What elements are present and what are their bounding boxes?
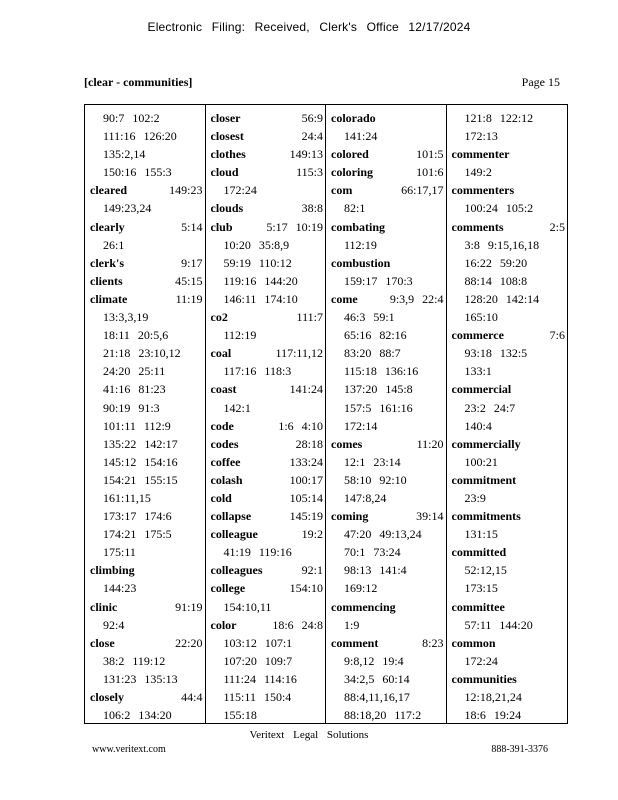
index-continuation: 13:3,3,19 xyxy=(103,310,149,325)
index-continuation: 47:20 49:13,24 xyxy=(344,527,422,542)
index-page-refs: 11:19 xyxy=(175,291,203,306)
index-entry xyxy=(211,561,324,579)
index-page-refs: 101:5 xyxy=(416,147,444,162)
index-term: comment xyxy=(331,635,379,650)
index-term: code xyxy=(210,418,234,433)
index-continuation: 93:18 132:5 xyxy=(464,346,528,361)
index-continuation: 137:20 145:8 xyxy=(344,382,413,397)
index-column-3 xyxy=(326,105,447,723)
index-continuation: 9:8,12 19:4 xyxy=(344,653,404,668)
index-continuation: 98:13 141:4 xyxy=(344,563,407,578)
index-entry xyxy=(90,254,203,272)
index-continuation: 112:19 xyxy=(344,237,377,252)
index-continuation: 141:24 xyxy=(344,129,378,144)
index-continuation: 115:18 136:16 xyxy=(344,364,419,379)
index-page-refs: 5:17 10:19 xyxy=(266,219,323,234)
index-page-refs: 101:6 xyxy=(416,165,444,180)
index-page-refs: 133:24 xyxy=(289,454,323,469)
index-page-refs: 11:20 xyxy=(416,436,444,451)
index-term: closest xyxy=(210,129,244,144)
index-term: coal xyxy=(210,346,232,361)
index-page-refs: 45:15 xyxy=(175,273,203,288)
index-continuation: 147:8,24 xyxy=(344,490,387,505)
index-entry xyxy=(211,127,324,145)
index-continuation: 154:10,11 xyxy=(223,599,272,614)
index-continuation: 107:20 109:7 xyxy=(223,653,293,668)
index-term: coffee xyxy=(210,454,241,469)
index-entry xyxy=(211,308,324,326)
index-continuation: 128:20 142:14 xyxy=(464,291,540,306)
index-continuation: 18:11 20:5,6 xyxy=(103,328,169,343)
index-continuation: 90:19 91:3 xyxy=(103,400,160,415)
index-entry xyxy=(331,218,444,236)
index-term: combustion xyxy=(331,255,391,270)
index-continuation: 135:22 142:17 xyxy=(103,436,178,451)
index-term: cleared xyxy=(90,183,128,198)
index-entry xyxy=(90,218,203,236)
index-term: colored xyxy=(331,147,369,162)
index-term: combating xyxy=(331,219,385,234)
index-continuation: 23:9 xyxy=(464,490,486,505)
index-continuation: 41:16 81:23 xyxy=(103,382,166,397)
index-entry xyxy=(331,634,444,652)
index-entry xyxy=(211,344,324,362)
index-continuation: 169:12 xyxy=(344,581,378,596)
index-entry xyxy=(331,109,444,127)
index-page-refs: 2:5 xyxy=(549,219,565,234)
index-continuation: 92:4 xyxy=(103,617,125,632)
index-entry xyxy=(331,163,444,181)
index-entry xyxy=(90,598,203,616)
index-continuation: 88:18,20 117:2 xyxy=(344,708,422,723)
index-entry xyxy=(452,435,566,453)
index-continuation: 161:11,15 xyxy=(103,490,151,505)
index-continuation: 12:18,21,24 xyxy=(464,690,522,704)
index-continuation: 149:23,24 xyxy=(103,201,152,216)
index-continuation: 172:13 xyxy=(464,129,498,144)
index-continuation: 18:6 19:24 xyxy=(464,708,522,723)
index-column-4 xyxy=(447,105,568,723)
index-entry xyxy=(331,598,444,616)
page-number: Page 15 xyxy=(521,75,560,89)
index-term: closely xyxy=(90,690,124,704)
index-continuation: 106:2 134:20 xyxy=(103,708,172,723)
index-term: coast xyxy=(210,382,237,397)
index-term: colash xyxy=(210,472,243,487)
index-term: commenters xyxy=(451,183,515,198)
index-continuation: 24:20 25:11 xyxy=(103,364,166,379)
index-term: comes xyxy=(331,436,363,451)
index-term: coming xyxy=(331,509,369,524)
index-continuation: 10:20 35:8,9 xyxy=(223,237,290,252)
index-term: close xyxy=(90,635,115,650)
index-page-refs: 66:17,17 xyxy=(401,183,444,198)
index-page-refs: 1:6 4:10 xyxy=(278,418,323,433)
index-page-refs: 117:11,12 xyxy=(275,346,323,361)
index-page-refs: 5:14 xyxy=(181,219,203,234)
index-term: come xyxy=(331,291,358,306)
index-page-refs: 24:4 xyxy=(301,129,323,144)
index-page-refs: 56:9 xyxy=(301,111,323,125)
index-continuation: 1:9 xyxy=(344,617,360,632)
index-term: committed xyxy=(451,545,507,560)
index-continuation: 173:17 174:6 xyxy=(103,509,172,524)
index-page-refs: 39:14 xyxy=(416,509,444,524)
index-page-refs: 105:14 xyxy=(289,490,323,505)
index-continuation: 133:1 xyxy=(464,364,492,379)
index-continuation: 90:7 102:2 xyxy=(103,111,160,125)
index-term: clouds xyxy=(210,201,244,216)
index-term: climbing xyxy=(90,563,135,578)
index-continuation: 174:21 175:5 xyxy=(103,527,172,542)
index-continuation: 140:4 xyxy=(464,418,492,433)
index-page-refs: 100:17 xyxy=(289,472,323,487)
index-term: clothes xyxy=(210,147,246,162)
footer-phone: 888-391-3376 xyxy=(491,744,548,755)
index-page-refs: 8:23 xyxy=(422,635,444,650)
index-term: com xyxy=(331,183,353,198)
index-continuation: 119:16 144:20 xyxy=(223,273,298,288)
index-term: commencing xyxy=(331,599,396,614)
index-term: college xyxy=(210,581,246,596)
index-continuation: 173:15 xyxy=(464,581,498,596)
index-term: commerce xyxy=(451,328,504,343)
index-term: colleague xyxy=(210,527,258,542)
footer-company: Veritext Legal Solutions xyxy=(249,729,369,741)
index-continuation: 100:21 xyxy=(464,454,498,469)
index-page-refs: 149:23 xyxy=(169,183,203,198)
index-continuation: 58:10 92:10 xyxy=(344,472,407,487)
index-term: clearly xyxy=(90,219,125,234)
index-term: cold xyxy=(210,490,232,505)
index-continuation: 23:2 24:7 xyxy=(464,400,516,415)
index-continuation: 34:2,5 60:14 xyxy=(344,671,410,686)
index-continuation: 172:24 xyxy=(464,653,498,668)
index-continuation: 112:19 xyxy=(223,328,257,343)
index-column-2 xyxy=(206,105,327,723)
index-page-refs: 111:7 xyxy=(296,310,323,325)
index-continuation: 59:19 110:12 xyxy=(223,255,292,270)
index-page-refs: 149:13 xyxy=(289,147,323,162)
index-entry xyxy=(331,254,444,272)
index-entry xyxy=(452,145,566,163)
index-entry xyxy=(90,181,203,199)
index-page-refs: 91:19 xyxy=(175,599,203,614)
index-page-refs: 28:18 xyxy=(295,436,323,451)
index-term: coloring xyxy=(331,165,373,180)
index-entry xyxy=(211,471,324,489)
index-range: [clear - communities] xyxy=(84,75,193,89)
index-term: clients xyxy=(90,273,123,288)
index-continuation: 26:1 xyxy=(103,237,125,252)
index-continuation: 172:24 xyxy=(223,183,257,198)
index-continuation: 100:24 105:2 xyxy=(464,201,534,216)
index-entry xyxy=(452,380,566,398)
index-entry xyxy=(452,326,566,344)
index-entry xyxy=(452,181,566,199)
index-continuation: 16:22 59:20 xyxy=(464,255,528,270)
index-entry xyxy=(90,272,203,290)
index-page-refs: 44:4 xyxy=(181,690,203,704)
index-continuation: 52:12,15 xyxy=(464,563,507,578)
index-continuation: 150:16 155:3 xyxy=(103,165,172,180)
index-continuation: 12:1 23:14 xyxy=(344,454,401,469)
index-entry xyxy=(452,471,566,489)
index-page-refs: 22:20 xyxy=(175,635,203,650)
index-term: commenter xyxy=(451,147,510,162)
index-continuation: 103:12 107:1 xyxy=(223,635,293,650)
index-continuation: 21:18 23:10,12 xyxy=(103,346,181,361)
index-continuation: 149:2 xyxy=(464,165,492,180)
index-page-refs: 115:3 xyxy=(296,165,323,180)
index-continuation: 38:2 119:12 xyxy=(103,653,166,668)
index-continuation: 3:8 9:15,16,18 xyxy=(464,237,540,252)
index-entry xyxy=(452,543,566,561)
index-entry xyxy=(211,199,324,217)
index-continuation: 111:24 114:16 xyxy=(223,671,297,686)
index-page-refs: 154:10 xyxy=(289,581,323,596)
index-term: commitment xyxy=(451,472,517,487)
index-continuation: 46:3 59:1 xyxy=(344,310,395,325)
index-term: comments xyxy=(451,219,504,234)
index-continuation: 83:20 88:7 xyxy=(344,346,401,361)
index-entry xyxy=(211,525,324,543)
index-column-1 xyxy=(85,105,206,723)
index-entry xyxy=(452,670,566,688)
index-term: commitments xyxy=(451,509,521,524)
index-continuation: 41:19 119:16 xyxy=(223,545,292,560)
index-continuation: 88:4,11,16,17 xyxy=(344,690,410,704)
index-page-refs: 9:17 xyxy=(181,255,203,270)
index-continuation: 144:23 xyxy=(103,581,137,596)
index-continuation: 111:16 126:20 xyxy=(103,129,177,144)
index-term: communities xyxy=(451,671,517,686)
index-entry xyxy=(211,453,324,471)
index-entry xyxy=(90,688,203,706)
index-entry xyxy=(331,435,444,453)
index-entry xyxy=(90,634,203,652)
index-entry xyxy=(211,489,324,507)
index-term: cloud xyxy=(210,165,239,180)
index-term: color xyxy=(210,617,237,632)
filing-header: Electronic Filing: Received, Clerk's Office 12/17/2024 xyxy=(147,20,471,34)
index-continuation: 121:8 122:12 xyxy=(464,111,534,125)
index-continuation: 70:1 73:24 xyxy=(344,545,401,560)
index-term: closer xyxy=(210,111,241,125)
index-continuation: 165:10 xyxy=(464,310,498,325)
index-entry xyxy=(211,435,324,453)
index-continuation: 155:18 xyxy=(223,708,257,723)
index-continuation: 131:15 xyxy=(464,527,498,542)
index-entry xyxy=(452,634,566,652)
index-entry xyxy=(90,561,203,579)
index-term: co2 xyxy=(210,310,228,325)
index-entry xyxy=(211,163,324,181)
index-page-refs: 18:6 24:8 xyxy=(272,617,323,632)
index-table xyxy=(84,104,568,724)
index-entry xyxy=(331,507,444,525)
index-continuation: 157:5 161:16 xyxy=(344,400,413,415)
index-term: climate xyxy=(90,291,128,306)
index-entry xyxy=(331,290,444,308)
index-page-refs: 9:3,9 22:4 xyxy=(389,291,444,306)
index-entry xyxy=(452,598,566,616)
index-term: colorado xyxy=(331,111,376,125)
index-continuation: 65:16 82:16 xyxy=(344,328,407,343)
index-page-refs: 38:8 xyxy=(301,201,323,216)
index-continuation: 154:21 155:15 xyxy=(103,472,178,487)
index-page-refs: 92:1 xyxy=(301,563,323,578)
index-continuation: 131:23 135:13 xyxy=(103,671,178,686)
index-continuation: 82:1 xyxy=(344,201,366,216)
index-entry xyxy=(452,218,566,236)
index-continuation: 57:11 144:20 xyxy=(464,617,533,632)
index-continuation: 142:1 xyxy=(223,400,251,415)
index-entry xyxy=(211,218,324,236)
index-entry xyxy=(452,507,566,525)
index-term: committee xyxy=(451,599,505,614)
footer-website: www.veritext.com xyxy=(92,744,166,755)
index-term: commercial xyxy=(451,382,512,397)
index-term: clinic xyxy=(90,599,118,614)
index-entry xyxy=(211,579,324,597)
index-continuation: 135:2,14 xyxy=(103,147,146,162)
index-page-refs: 7:6 xyxy=(549,328,565,343)
index-term: commercially xyxy=(451,436,521,451)
index-entry xyxy=(331,145,444,163)
index-entry xyxy=(211,616,324,634)
index-entry xyxy=(90,290,203,308)
index-entry xyxy=(331,181,444,199)
index-continuation: 159:17 170:3 xyxy=(344,273,413,288)
index-term: colleagues xyxy=(210,563,263,578)
index-page-refs: 141:24 xyxy=(289,382,323,397)
index-entry xyxy=(211,109,324,127)
index-entry xyxy=(211,417,324,435)
index-continuation: 117:16 118:3 xyxy=(223,364,292,379)
index-page-refs: 145:19 xyxy=(289,509,323,524)
index-term: clerk's xyxy=(90,255,124,270)
index-term: collapse xyxy=(210,509,252,524)
index-continuation: 115:11 150:4 xyxy=(223,690,292,704)
index-term: codes xyxy=(210,436,239,451)
index-continuation: 145:12 154:16 xyxy=(103,454,178,469)
index-continuation: 175:11 xyxy=(103,545,136,560)
index-term: common xyxy=(451,635,496,650)
index-continuation: 172:14 xyxy=(344,418,378,433)
index-entry xyxy=(211,380,324,398)
index-entry xyxy=(211,145,324,163)
index-page-refs: 19:2 xyxy=(301,527,323,542)
index-continuation: 101:11 112:9 xyxy=(103,418,171,433)
index-continuation: 146:11 174:10 xyxy=(223,291,298,306)
index-term: club xyxy=(210,219,233,234)
index-continuation: 88:14 108:8 xyxy=(464,273,528,288)
index-entry xyxy=(211,507,324,525)
